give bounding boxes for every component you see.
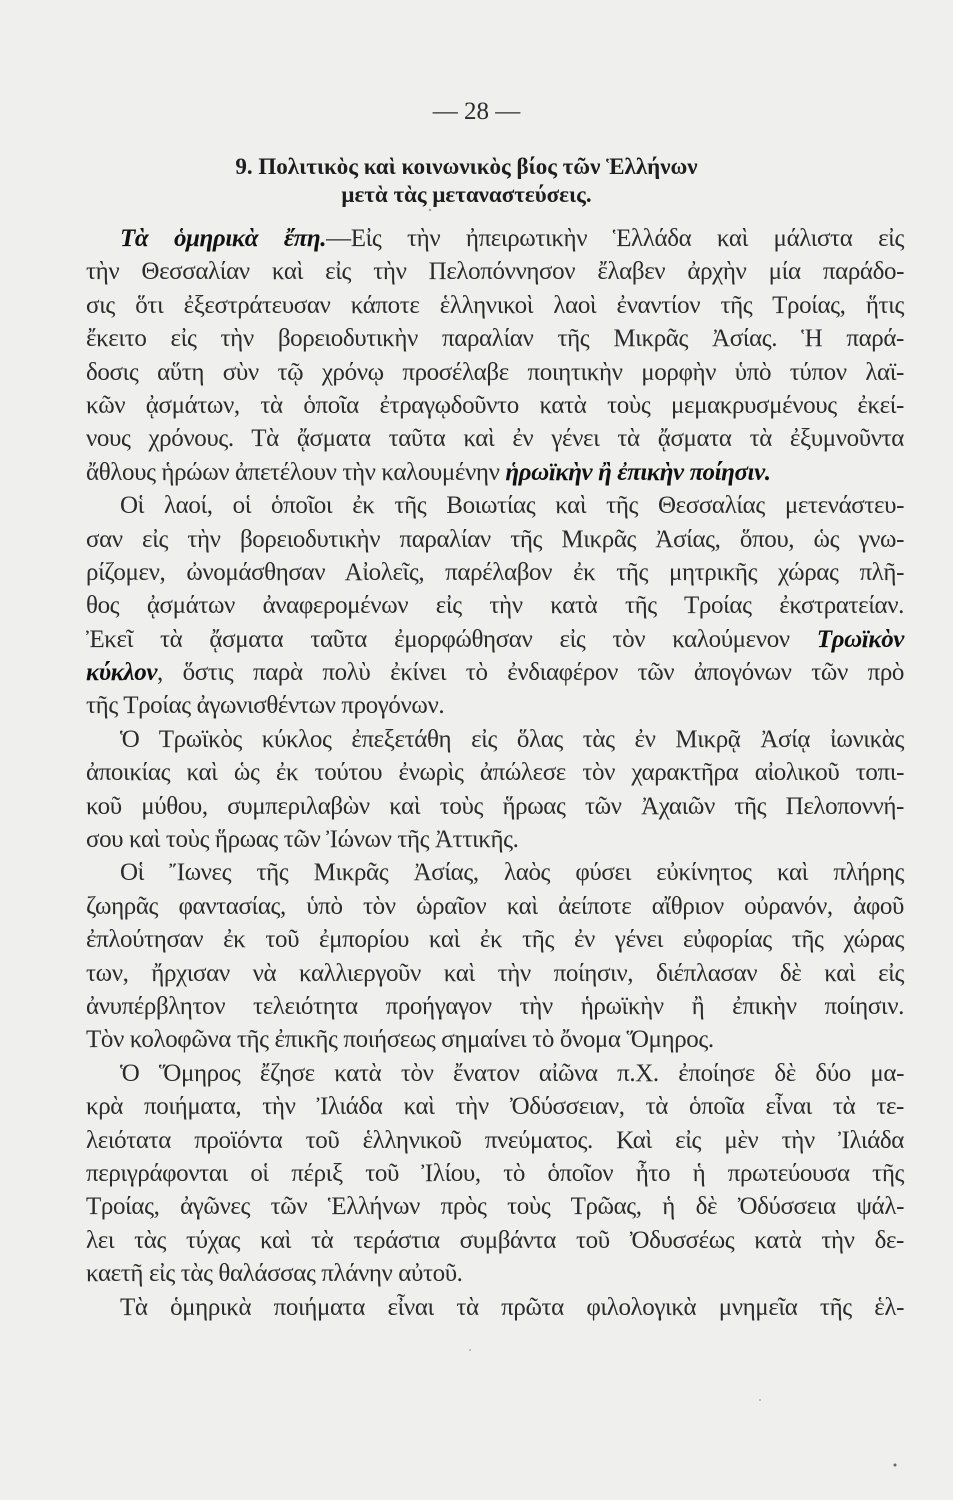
paragraph: [86, 489, 904, 723]
section-heading-continued: μετὰ τὰς μεταναστεύσεις.: [341, 182, 592, 207]
text-segment: Οἱ Ἴωνες τῆς Μικρᾶς Ἀσίας, λαὸς φύσει εὐκίνητος καὶ πλήρης: [120, 859, 904, 887]
text-line: [86, 556, 904, 589]
text-segment: Ὁ Ὅμηρος ἔζησε κατὰ τὸν ἔνατον αἰῶνα π.Χ. ἐποίησε δὲ δύο μα-: [120, 1059, 904, 1087]
text-line: [86, 790, 904, 823]
paragraph: [86, 1291, 904, 1324]
text-line: [86, 990, 904, 1023]
text-line: [86, 255, 904, 288]
text-line: [86, 1291, 904, 1324]
text-line: [86, 623, 904, 656]
emphasized-term: Τρωϊκὸν: [816, 625, 904, 653]
text-line: [86, 1090, 904, 1123]
text-segment: λειότατα προϊόντα τοῦ ἑλληνικοῦ πνεύματος. Καὶ εἰς μὲν τὴν Ἰλιάδα: [86, 1126, 904, 1154]
text-segment: των, ἤρχισαν νὰ καλλιεργοῦν καὶ τὴν ποίησιν, διέπλασαν δὲ καὶ εἰς: [86, 959, 904, 987]
emphasized-term: ἡρωϊκὴν ἢ ἐπικὴν ποίησιν.: [505, 458, 771, 486]
text-segment: περιγράφονται οἱ πέριξ τοῦ Ἰλίου, τὸ ὁποῖον ἦτο ἡ πρωτεύουσα τῆς: [86, 1159, 904, 1187]
text-line: [86, 489, 904, 522]
text-segment: σου καὶ τοὺς ἥρωας τῶν Ἰώνων τῆς Ἀττικῆς.: [86, 826, 519, 854]
text-segment: Τὰ ὁμηρικὰ ποιήματα εἶναι τὰ πρῶτα φιλολογικὰ μνημεῖα τῆς ἑλ-: [120, 1293, 904, 1321]
text-segment: τῆς Τροίας ἀγωνισθέντων προγόνων.: [86, 692, 445, 720]
text-line: [86, 689, 904, 722]
paragraph: [86, 856, 904, 1056]
text-segment: κοῦ μύθου, συμπεριλαβὼν καὶ τοὺς ἥρωας τῶν Ἀχαιῶν τῆς Πελοποννή-: [86, 792, 904, 820]
text-segment: ἔκειτο εἰς τὴν βορειοδυτικὴν παραλίαν τῆς Μικρᾶς Ἀσίας. Ἡ παρά-: [86, 325, 904, 353]
text-line: [86, 222, 904, 255]
text-segment: ἀνυπέρβλητον τελειότητα προήγαγον τὴν ἡρωϊκὴν ἢ ἐπικὴν ποίησιν.: [86, 992, 904, 1020]
text-line: [86, 1023, 904, 1056]
paragraph: [86, 1057, 904, 1291]
text-segment: δοσις αὕτη σὺν τῷ χρόνῳ προσέλαβε ποιητικὴν μορφὴν ὑπὸ τύπον λαϊ-: [86, 358, 904, 386]
text-segment: Ἐκεῖ τὰ ᾄσματα ταῦτα ἐμορφώθησαν εἰς τὸν καλούμενον: [86, 625, 817, 653]
text-line: [86, 322, 904, 355]
text-segment: Ὁ Τρωϊκὸς κύκλος ἐπεξετάθη εἰς ὅλας τὰς ἐν Μικρᾷ Ἀσίᾳ ἰωνικὰς: [120, 725, 904, 753]
text-segment: ρίζομεν, ὠνομάσθησαν Αἰολεῖς, παρέλαβον ἐκ τῆς μητρικῆς χώρας πλῆ-: [86, 558, 904, 586]
emphasized-term: κύκλον: [86, 659, 158, 687]
text-line: [86, 1124, 904, 1157]
text-segment: θος ᾀσμάτων ἀναφερομένων εἰς τὴν κατὰ τῆς Τροίας ἐκστρατείαν.: [86, 592, 904, 620]
text-segment: ζωηρᾶς φαντασίας, ὑπὸ τὸν ὡραῖον καὶ ἀείποτε αἴθριον οὐρανόν, ἀφοῦ: [86, 892, 904, 920]
text-segment: ἀποικίας καὶ ὡς ἐκ τούτου ἐνωρὶς ἀπώλεσε τὸν χαρακτῆρα αἰολικοῦ τοπι-: [86, 759, 904, 787]
text-segment: —Εἰς τὴν ἠπειρωτικὴν Ἑλλάδα καὶ μάλιστα εἰς: [326, 225, 904, 252]
text-line: [86, 856, 904, 889]
text-line: [86, 923, 904, 956]
text-segment: κῶν ᾀσμάτων, τὰ ὁποῖα ἐτραγῳδοῦντο κατὰ τοὺς μεμακρυσμένους ἐκεί-: [86, 391, 904, 419]
emphasized-term: Τὰ ὁμηρικὰ ἔπη.: [120, 225, 327, 252]
text-line: [86, 823, 904, 856]
text-segment: ἄθλους ἡρώων ἀπετέλουν τὴν καλουμένην: [86, 458, 506, 486]
text-segment: σαν εἰς τὴν βορειοδυτικὴν παραλίαν τῆς Μικρᾶς Ἀσίας, ὅπου, ὡς γνω-: [86, 525, 904, 553]
paragraph: [86, 723, 904, 857]
page-number: — 28 —: [432, 98, 521, 125]
text-line: [86, 656, 904, 689]
text-line: [86, 1057, 904, 1090]
text-segment: νους χρόνους. Τὰ ᾄσματα ταῦτα καὶ ἐν γένει τὰ ᾄσματα τὰ ἐξυμνοῦντα: [86, 425, 904, 453]
text-segment: , ὅστις παρὰ πολὺ ἐκίνει τὸ ἐνδιαφέρον τῶν ἀπογόνων τῶν πρὸ: [157, 659, 904, 687]
text-line: [86, 723, 904, 756]
text-line: [86, 589, 904, 622]
text-line: [86, 523, 904, 556]
text-segment: λει τὰς τύχας καὶ τὰ τεράστια συμβάντα τοῦ Ὀδυσσέως κατὰ τὴν δε-: [86, 1226, 904, 1254]
text-line: [86, 289, 904, 322]
text-line: [86, 456, 904, 489]
text-segment: σις ὅτι ἐξεστράτευσαν κάποτε ἑλληνικοὶ λαοὶ ἐναντίον τῆς Τροίας, ἥτις: [86, 291, 904, 319]
text-line: [86, 890, 904, 923]
text-segment: Τὸν κολοφῶνα τῆς ἐπικῆς ποιήσεως σημαίνει τὸ ὄνομα Ὅμηρος.: [86, 1026, 714, 1054]
text-line: [86, 389, 904, 422]
text-line: [86, 1257, 904, 1290]
text-line: [86, 1190, 904, 1223]
text-line: [86, 756, 904, 789]
section-heading: 9. Πολιτικὸς καὶ κοινωνικὸς βίος τῶν Ἑλλήνων: [235, 154, 698, 179]
text-segment: κρὰ ποιήματα, τὴν Ἰλιάδα καὶ τὴν Ὀδύσσειαν, τὰ ὁποῖα εἶναι τὰ τε-: [86, 1093, 904, 1121]
paragraph: [86, 222, 904, 489]
text-line: [86, 1224, 904, 1257]
text-segment: Οἱ λαοί, οἱ ὁποῖοι ἐκ τῆς Βοιωτίας καὶ τῆς Θεσσαλίας μετενάστευ-: [120, 492, 904, 520]
text-segment: ἐπλούτησαν ἐκ τοῦ ἐμπορίου καὶ ἐκ τῆς ἐν γένει εὐφορίας τῆς χώρας: [86, 926, 904, 954]
text-segment: καετῆ εἰς τὰς θαλάσσας πλάνην αὐτοῦ.: [86, 1260, 463, 1288]
text-line: [86, 957, 904, 990]
text-segment: τὴν Θεσσαλίαν καὶ εἰς τὴν Πελοπόννησον ἔλαβεν ἀρχὴν μία παράδο-: [86, 258, 904, 286]
text-line: [86, 1157, 904, 1190]
text-line: [86, 422, 904, 455]
text-line: [86, 356, 904, 389]
body-text: [86, 222, 904, 1324]
text-segment: Τροίας, ἀγῶνες τῶν Ἑλλήνων πρὸς τοὺς Τρῶας, ἡ δὲ Ὀδύσσεια ψάλ-: [86, 1193, 904, 1221]
